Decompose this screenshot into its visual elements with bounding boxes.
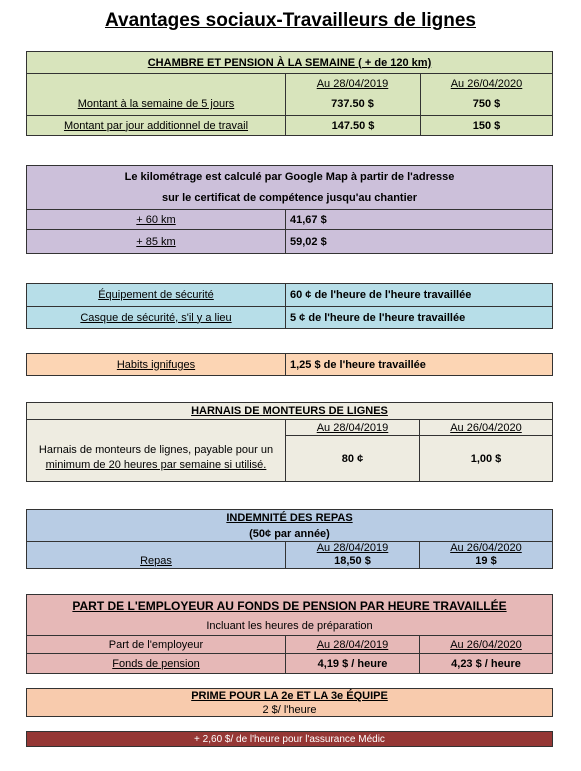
repas-label: Repas <box>140 555 172 567</box>
harnais-table <box>26 402 553 482</box>
harnais-header: HARNAIS DE MONTEURS DE LIGNES <box>191 405 388 417</box>
harnais-label-line1: Harnais de monteurs de lignes, payable pour un <box>38 444 274 456</box>
pension-value: 4,23 $ / heure <box>419 654 552 673</box>
chambre-header: CHAMBRE ET PENSION À LA SEMAINE ( + de 120 km) <box>147 56 432 69</box>
securite-row-label: Casque de sécurité, s'il y a lieu <box>80 311 232 324</box>
chambre-col2-header: Au 26/04/2020 <box>420 74 552 93</box>
repas-col2-header: Au 26/04/2020 <box>419 542 552 554</box>
km-row-label: + 85 km <box>136 235 176 248</box>
chambre-row-value: 150 $ <box>420 116 552 135</box>
chambre-row-value: 147.50 $ <box>285 116 420 135</box>
securite-row-value: 5 ¢ de l'heure de l'heure travaillée <box>285 307 552 328</box>
pension-table <box>26 594 553 674</box>
medic-text: + 2,60 $/ de l'heure pour l'assurance Médic <box>194 733 385 745</box>
repas-subheader: (50¢ par année) <box>249 527 330 540</box>
habits-value: 1,25 $ de l'heure travaillée <box>285 354 552 375</box>
page-title: Avantages sociaux-Travailleurs de lignes <box>104 10 476 31</box>
securite-row-value: 60 ¢ de l'heure de l'heure travaillée <box>285 284 552 306</box>
km-row-value: 59,02 $ <box>285 230 552 253</box>
repas-value: 19 $ <box>419 554 552 568</box>
pension-col1-header: Au 28/04/2019 <box>285 636 419 653</box>
prime-header: PRIME POUR LA 2e ET LA 3e ÉQUIPE <box>191 690 388 702</box>
chambre-row-value: 737.50 $ <box>331 98 374 110</box>
repas-value: 18,50 $ <box>285 554 419 568</box>
repas-header: INDEMNITÉ DES REPAS <box>226 512 353 524</box>
chambre-col1-header: Au 28/04/2019 <box>316 77 389 90</box>
chambre-row-value: 750 $ <box>420 93 552 115</box>
habits-label: Habits ignifuges <box>116 358 196 371</box>
securite-table <box>26 283 553 329</box>
pension-subheader: Incluant les heures de préparation <box>206 620 373 632</box>
harnais-label-line2: minimum de 20 heures par semaine si utilisé. <box>45 459 267 471</box>
repas-col1-header: Au 28/04/2019 <box>285 542 419 554</box>
km-row-value: 41,67 $ <box>285 210 552 229</box>
harnais-value: 80 ¢ <box>285 435 419 481</box>
chambre-row-label: Montant par jour additionnel de travail <box>63 119 249 132</box>
km-row-label: + 60 km <box>136 213 176 226</box>
chambre-table <box>26 51 553 136</box>
pension-label-col: Part de l'employeur <box>108 638 204 651</box>
km-line1: Le kilométrage est calculé par Google Map à partir de l'adresse <box>124 170 455 183</box>
pension-header: PART DE L'EMPLOYEUR AU FONDS DE PENSION PAR HEURE TRAVAILLÉE <box>72 599 507 613</box>
km-line2: sur le certificat de compétence jusqu'au chantier <box>161 192 418 204</box>
pension-value: 4,19 $ / heure <box>285 654 419 673</box>
pension-col2-header: Au 26/04/2020 <box>419 636 552 653</box>
securite-row-label: Équipement de sécurité <box>98 289 214 301</box>
medic-banner <box>26 731 553 747</box>
prime-value: 2 $/ l'heure <box>262 703 317 716</box>
habits-table <box>26 353 553 376</box>
harnais-col1-header: Au 28/04/2019 <box>285 420 419 435</box>
repas-table <box>26 509 553 569</box>
prime-table <box>26 688 553 717</box>
harnais-value: 1,00 $ <box>419 435 552 481</box>
chambre-row-label: Montant à la semaine de 5 jours <box>77 98 235 110</box>
harnais-label <box>27 435 285 481</box>
km-table <box>26 165 553 254</box>
harnais-col2-header: Au 26/04/2020 <box>419 420 552 435</box>
pension-label: Fonds de pension <box>112 657 200 670</box>
